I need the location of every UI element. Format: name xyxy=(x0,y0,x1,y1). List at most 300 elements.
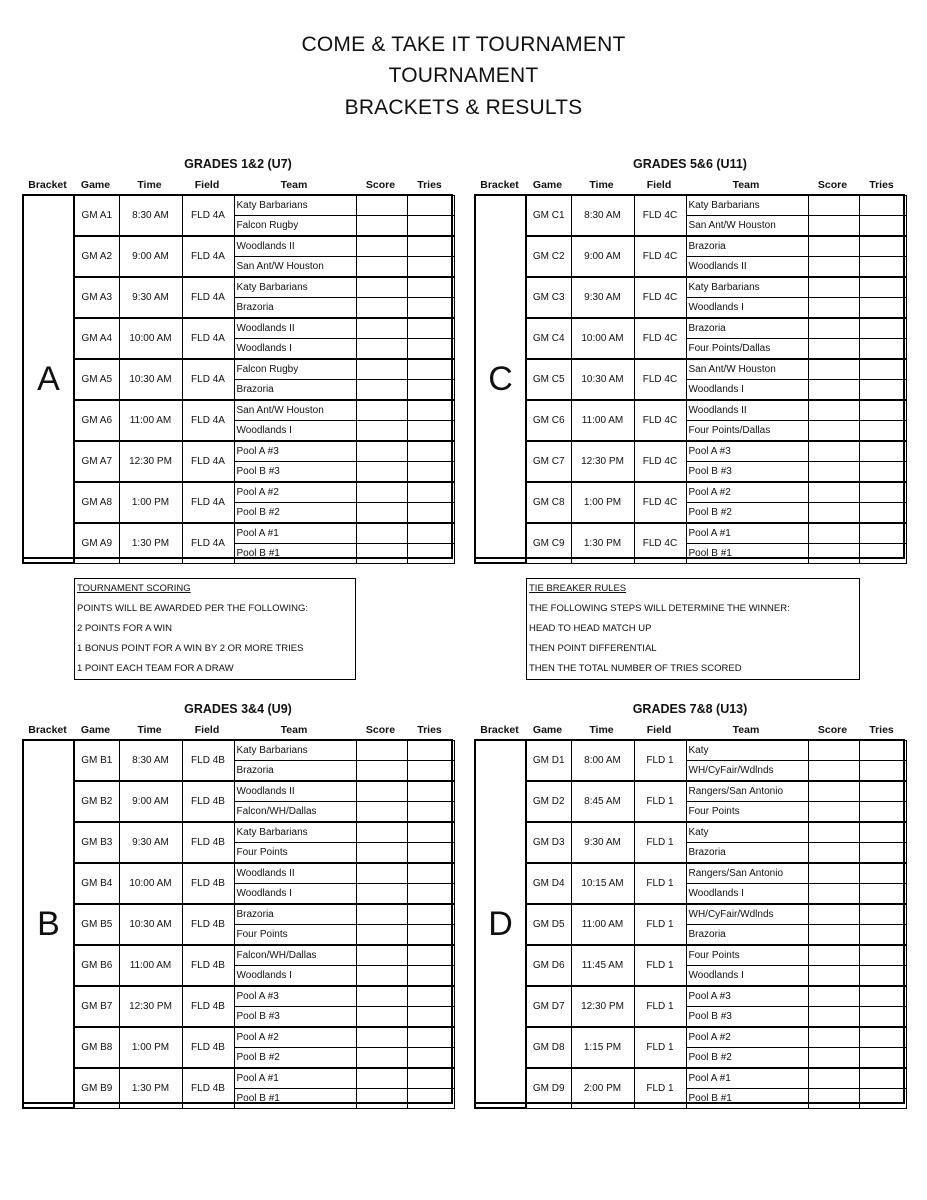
column-header-score: Score xyxy=(817,724,848,736)
tries-cell[interactable] xyxy=(407,822,454,843)
score-cell[interactable] xyxy=(808,236,859,257)
tries-cell[interactable] xyxy=(407,297,454,318)
tries-cell[interactable] xyxy=(859,195,906,215)
tries-cell[interactable] xyxy=(407,523,454,544)
table-row xyxy=(475,318,906,339)
score-cell[interactable] xyxy=(808,1088,859,1108)
tries-cell[interactable] xyxy=(859,863,906,884)
field-cell: FLD 4C xyxy=(634,359,686,400)
team-cell: Brazoria xyxy=(686,924,808,945)
field-cell: FLD 1 xyxy=(634,1027,686,1068)
tries-cell[interactable] xyxy=(407,318,454,339)
team-cell: Rangers/San Antonio xyxy=(686,863,808,884)
tries-cell[interactable] xyxy=(859,461,906,482)
column-header-field: Field xyxy=(194,724,220,736)
team-cell: Brazoria xyxy=(686,236,808,257)
tries-cell[interactable] xyxy=(407,740,454,760)
game-cell: GM B7 xyxy=(74,986,119,1027)
scoring-line: 1 BONUS POINT FOR A WIN BY 2 OR MORE TRIES xyxy=(77,643,304,654)
tries-cell[interactable] xyxy=(859,420,906,441)
score-cell[interactable] xyxy=(808,482,859,503)
title-line-2: TOURNAMENT xyxy=(388,64,539,87)
column-header-team: Team xyxy=(732,724,760,736)
tries-cell[interactable] xyxy=(859,338,906,359)
tries-cell[interactable] xyxy=(859,1047,906,1068)
tries-cell[interactable] xyxy=(859,924,906,945)
tries-cell[interactable] xyxy=(859,904,906,925)
score-cell[interactable] xyxy=(808,277,859,298)
score-cell[interactable] xyxy=(808,502,859,523)
score-cell[interactable] xyxy=(808,740,859,760)
tries-cell[interactable] xyxy=(859,523,906,544)
column-header-team: Team xyxy=(280,724,308,736)
score-cell[interactable] xyxy=(356,842,407,863)
game-cell: GM C8 xyxy=(526,482,571,523)
team-cell: Brazoria xyxy=(234,760,356,781)
team-cell: Brazoria xyxy=(234,297,356,318)
score-cell[interactable] xyxy=(808,215,859,236)
score-cell[interactable] xyxy=(808,359,859,380)
time-cell: 1:30 PM xyxy=(119,1068,182,1109)
tries-cell[interactable] xyxy=(407,379,454,400)
field-cell: FLD 4A xyxy=(182,523,234,564)
field-cell: FLD 4C xyxy=(634,236,686,277)
score-cell[interactable] xyxy=(356,965,407,986)
score-cell[interactable] xyxy=(356,801,407,822)
team-cell: Woodlands II xyxy=(686,256,808,277)
tries-cell[interactable] xyxy=(859,502,906,523)
game-cell: GM A2 xyxy=(74,236,119,277)
column-header-team: Team xyxy=(280,179,308,191)
score-cell[interactable] xyxy=(356,215,407,236)
score-cell[interactable] xyxy=(808,1006,859,1027)
tries-cell[interactable] xyxy=(407,760,454,781)
tries-cell[interactable] xyxy=(859,379,906,400)
team-cell: Woodlands I xyxy=(686,883,808,904)
tries-cell[interactable] xyxy=(407,502,454,523)
score-cell[interactable] xyxy=(356,863,407,884)
field-cell: FLD 1 xyxy=(634,740,686,781)
tries-cell[interactable] xyxy=(407,842,454,863)
scoring-line: POINTS WILL BE AWARDED PER THE FOLLOWING: xyxy=(77,603,309,614)
team-cell: Pool B #2 xyxy=(686,1047,808,1068)
table-row xyxy=(475,986,906,1007)
score-cell[interactable] xyxy=(808,400,859,421)
game-cell: GM C5 xyxy=(526,359,571,400)
time-cell: 12:30 PM xyxy=(119,986,182,1027)
time-cell: 10:30 AM xyxy=(119,359,182,400)
bracket-letter: D xyxy=(475,740,526,1108)
score-cell[interactable] xyxy=(356,924,407,945)
score-cell[interactable] xyxy=(808,924,859,945)
score-cell[interactable] xyxy=(356,441,407,462)
table-row xyxy=(475,822,906,843)
field-cell: FLD 4B xyxy=(182,1068,234,1109)
score-cell[interactable] xyxy=(356,883,407,904)
tries-cell[interactable] xyxy=(407,1027,454,1048)
team-cell: Woodlands II xyxy=(234,863,356,884)
score-cell[interactable] xyxy=(356,461,407,482)
tries-cell[interactable] xyxy=(407,420,454,441)
table-row xyxy=(23,740,454,760)
tries-cell[interactable] xyxy=(859,215,906,236)
field-cell: FLD 4C xyxy=(634,277,686,318)
tries-cell[interactable] xyxy=(407,781,454,802)
score-cell[interactable] xyxy=(808,543,859,563)
score-cell[interactable] xyxy=(808,760,859,781)
team-cell: Woodlands I xyxy=(234,420,356,441)
score-cell[interactable] xyxy=(356,1088,407,1108)
tries-cell[interactable] xyxy=(859,883,906,904)
score-cell[interactable] xyxy=(808,441,859,462)
team-cell: Pool B #3 xyxy=(686,461,808,482)
tries-cell[interactable] xyxy=(859,236,906,257)
field-cell: FLD 4A xyxy=(182,236,234,277)
grade-title: GRADES 3&4 (U9) xyxy=(184,702,292,716)
column-header-field: Field xyxy=(646,724,672,736)
time-cell: 10:00 AM xyxy=(119,863,182,904)
table-row xyxy=(23,236,454,257)
game-cell: GM D9 xyxy=(526,1068,571,1109)
tries-cell[interactable] xyxy=(407,236,454,257)
score-cell[interactable] xyxy=(356,523,407,544)
tries-cell[interactable] xyxy=(407,1006,454,1027)
tries-cell[interactable] xyxy=(859,1006,906,1027)
tries-cell[interactable] xyxy=(407,1047,454,1068)
tries-cell[interactable] xyxy=(407,256,454,277)
table-row xyxy=(23,277,454,298)
team-cell: Four Points xyxy=(686,945,808,966)
tries-cell[interactable] xyxy=(859,965,906,986)
column-header-bracket: Bracket xyxy=(480,179,519,191)
tries-cell[interactable] xyxy=(407,461,454,482)
field-cell: FLD 1 xyxy=(634,986,686,1027)
tries-cell[interactable] xyxy=(859,318,906,339)
game-cell: GM D8 xyxy=(526,1027,571,1068)
tries-cell[interactable] xyxy=(859,359,906,380)
table-row xyxy=(475,400,906,421)
score-cell[interactable] xyxy=(808,801,859,822)
team-cell: Pool A #2 xyxy=(234,482,356,503)
score-cell[interactable] xyxy=(356,195,407,215)
score-cell[interactable] xyxy=(356,543,407,563)
tries-cell[interactable] xyxy=(859,801,906,822)
time-cell: 10:00 AM xyxy=(119,318,182,359)
team-cell: Katy Barbarians xyxy=(686,277,808,298)
field-cell: FLD 4B xyxy=(182,945,234,986)
game-cell: GM D6 xyxy=(526,945,571,986)
tries-cell[interactable] xyxy=(859,1068,906,1089)
column-header-tries: Tries xyxy=(417,179,442,191)
game-cell: GM A7 xyxy=(74,441,119,482)
team-cell: Pool A #1 xyxy=(686,523,808,544)
field-cell: FLD 4C xyxy=(634,523,686,564)
column-header-tries: Tries xyxy=(417,724,442,736)
tries-cell[interactable] xyxy=(407,543,454,563)
tries-cell[interactable] xyxy=(859,441,906,462)
score-cell[interactable] xyxy=(356,986,407,1007)
score-cell[interactable] xyxy=(808,842,859,863)
game-cell: GM B4 xyxy=(74,863,119,904)
tries-cell[interactable] xyxy=(407,801,454,822)
game-cell: GM A1 xyxy=(74,195,119,236)
field-cell: FLD 1 xyxy=(634,945,686,986)
tries-cell[interactable] xyxy=(859,482,906,503)
game-cell: GM D1 xyxy=(526,740,571,781)
time-cell: 1:00 PM xyxy=(119,482,182,523)
table-row xyxy=(475,441,906,462)
team-cell: Woodlands II xyxy=(234,781,356,802)
table-row xyxy=(23,523,454,544)
tries-cell[interactable] xyxy=(407,904,454,925)
team-cell: Pool B #1 xyxy=(686,1088,808,1108)
score-cell[interactable] xyxy=(808,965,859,986)
tries-cell[interactable] xyxy=(407,277,454,298)
table-row xyxy=(23,482,454,503)
team-cell: Pool A #1 xyxy=(234,1068,356,1089)
score-cell[interactable] xyxy=(356,482,407,503)
game-cell: GM A4 xyxy=(74,318,119,359)
tries-cell[interactable] xyxy=(859,760,906,781)
tries-cell[interactable] xyxy=(407,441,454,462)
score-cell[interactable] xyxy=(808,986,859,1007)
tries-cell[interactable] xyxy=(859,400,906,421)
time-cell: 9:00 AM xyxy=(119,781,182,822)
time-cell: 10:00 AM xyxy=(571,318,634,359)
score-cell[interactable] xyxy=(356,420,407,441)
score-cell[interactable] xyxy=(808,379,859,400)
tries-cell[interactable] xyxy=(407,1068,454,1089)
score-cell[interactable] xyxy=(356,781,407,802)
column-header-team: Team xyxy=(732,179,760,191)
time-cell: 8:30 AM xyxy=(119,195,182,236)
team-cell: WH/CyFair/Wdlnds xyxy=(686,904,808,925)
score-cell[interactable] xyxy=(356,379,407,400)
team-cell: Pool A #1 xyxy=(234,523,356,544)
score-cell[interactable] xyxy=(808,338,859,359)
score-cell[interactable] xyxy=(808,883,859,904)
team-cell: Woodlands I xyxy=(686,965,808,986)
score-cell[interactable] xyxy=(356,400,407,421)
team-cell: WH/CyFair/Wdlnds xyxy=(686,760,808,781)
time-cell: 11:00 AM xyxy=(119,945,182,986)
team-cell: Pool B #2 xyxy=(686,502,808,523)
tries-cell[interactable] xyxy=(859,277,906,298)
score-cell[interactable] xyxy=(808,297,859,318)
game-cell: GM C6 xyxy=(526,400,571,441)
tries-cell[interactable] xyxy=(407,1088,454,1108)
score-cell[interactable] xyxy=(356,236,407,257)
field-cell: FLD 4A xyxy=(182,441,234,482)
score-cell[interactable] xyxy=(808,945,859,966)
tries-cell[interactable] xyxy=(859,986,906,1007)
score-cell[interactable] xyxy=(356,297,407,318)
team-cell: Woodlands I xyxy=(234,965,356,986)
team-cell: Brazoria xyxy=(686,842,808,863)
score-cell[interactable] xyxy=(356,502,407,523)
score-cell[interactable] xyxy=(808,195,859,215)
tries-cell[interactable] xyxy=(859,1088,906,1108)
table-row xyxy=(23,318,454,339)
tries-cell[interactable] xyxy=(859,781,906,802)
scoring-title: TOURNAMENT SCORING xyxy=(77,583,191,594)
tries-cell[interactable] xyxy=(859,543,906,563)
time-cell: 10:30 AM xyxy=(571,359,634,400)
score-cell[interactable] xyxy=(356,1047,407,1068)
time-cell: 9:30 AM xyxy=(571,277,634,318)
team-cell: Katy Barbarians xyxy=(686,195,808,215)
team-cell: Pool A #2 xyxy=(686,1027,808,1048)
table-row xyxy=(23,781,454,802)
score-cell[interactable] xyxy=(356,740,407,760)
score-cell[interactable] xyxy=(808,904,859,925)
team-cell: Falcon/WH/Dallas xyxy=(234,801,356,822)
field-cell: FLD 4A xyxy=(182,195,234,236)
score-cell[interactable] xyxy=(356,1068,407,1089)
team-cell: Four Points xyxy=(686,801,808,822)
time-cell: 9:00 AM xyxy=(119,236,182,277)
team-cell: Pool B #1 xyxy=(234,543,356,563)
table-row xyxy=(23,359,454,380)
time-cell: 1:00 PM xyxy=(571,482,634,523)
score-cell[interactable] xyxy=(356,904,407,925)
tries-cell[interactable] xyxy=(407,359,454,380)
column-header-tries: Tries xyxy=(869,724,894,736)
tries-cell[interactable] xyxy=(859,297,906,318)
score-cell[interactable] xyxy=(808,1027,859,1048)
score-cell[interactable] xyxy=(808,863,859,884)
bracket-letter: A xyxy=(23,195,74,563)
time-cell: 9:30 AM xyxy=(119,822,182,863)
table-row xyxy=(23,1027,454,1048)
column-header-field: Field xyxy=(194,179,220,191)
time-cell: 8:30 AM xyxy=(571,195,634,236)
team-cell: Four Points/Dallas xyxy=(686,338,808,359)
score-cell[interactable] xyxy=(356,338,407,359)
score-cell[interactable] xyxy=(356,359,407,380)
table-row xyxy=(475,195,906,215)
score-cell[interactable] xyxy=(808,256,859,277)
table-row xyxy=(23,863,454,884)
column-header-tries: Tries xyxy=(869,179,894,191)
tries-cell[interactable] xyxy=(859,740,906,760)
tries-cell[interactable] xyxy=(407,986,454,1007)
tiebreaker-title: TIE BREAKER RULES xyxy=(529,583,627,594)
table-row xyxy=(475,482,906,503)
field-cell: FLD 4A xyxy=(182,400,234,441)
score-cell[interactable] xyxy=(808,318,859,339)
tries-cell[interactable] xyxy=(859,842,906,863)
tries-cell[interactable] xyxy=(407,965,454,986)
team-cell: Falcon/WH/Dallas xyxy=(234,945,356,966)
grade-title: GRADES 1&2 (U7) xyxy=(184,157,292,171)
bracket-table xyxy=(22,194,455,564)
field-cell: FLD 4A xyxy=(182,482,234,523)
team-cell: Four Points/Dallas xyxy=(686,420,808,441)
score-cell[interactable] xyxy=(356,318,407,339)
score-cell[interactable] xyxy=(356,1027,407,1048)
field-cell: FLD 4C xyxy=(634,441,686,482)
score-cell[interactable] xyxy=(808,420,859,441)
tries-cell[interactable] xyxy=(407,924,454,945)
team-cell: San Ant/W Houston xyxy=(234,256,356,277)
score-cell[interactable] xyxy=(356,822,407,843)
time-cell: 10:30 AM xyxy=(119,904,182,945)
time-cell: 12:30 PM xyxy=(119,441,182,482)
score-cell[interactable] xyxy=(808,461,859,482)
time-cell: 11:45 AM xyxy=(571,945,634,986)
table-row xyxy=(475,1068,906,1089)
column-header-bracket: Bracket xyxy=(480,724,519,736)
time-cell: 11:00 AM xyxy=(571,400,634,441)
team-cell: Four Points xyxy=(234,842,356,863)
title-line-1: COME & TAKE IT TOURNAMENT xyxy=(301,33,626,56)
table-row xyxy=(475,863,906,884)
tries-cell[interactable] xyxy=(407,863,454,884)
tries-cell[interactable] xyxy=(407,195,454,215)
tries-cell[interactable] xyxy=(407,338,454,359)
team-cell: Pool A #1 xyxy=(686,1068,808,1089)
score-cell[interactable] xyxy=(808,1068,859,1089)
score-cell[interactable] xyxy=(808,523,859,544)
tries-cell[interactable] xyxy=(407,482,454,503)
score-cell[interactable] xyxy=(356,945,407,966)
score-cell[interactable] xyxy=(356,1006,407,1027)
column-header-score: Score xyxy=(365,179,396,191)
column-header-time: Time xyxy=(589,179,614,191)
grade-title: GRADES 5&6 (U11) xyxy=(633,157,747,171)
score-cell[interactable] xyxy=(808,822,859,843)
score-cell[interactable] xyxy=(808,1047,859,1068)
column-header-time: Time xyxy=(589,724,614,736)
game-cell: GM A9 xyxy=(74,523,119,564)
score-cell[interactable] xyxy=(356,277,407,298)
team-cell: Pool A #3 xyxy=(234,986,356,1007)
score-cell[interactable] xyxy=(808,781,859,802)
bracket-letter: B xyxy=(23,740,74,1108)
time-cell: 8:00 AM xyxy=(571,740,634,781)
score-cell[interactable] xyxy=(356,256,407,277)
game-cell: GM B2 xyxy=(74,781,119,822)
field-cell: FLD 4C xyxy=(634,318,686,359)
team-cell: Woodlands II xyxy=(234,318,356,339)
tries-cell[interactable] xyxy=(407,400,454,421)
tiebreaker-line: HEAD TO HEAD MATCH UP xyxy=(529,623,652,634)
time-cell: 8:45 AM xyxy=(571,781,634,822)
team-cell: Four Points xyxy=(234,924,356,945)
tries-cell[interactable] xyxy=(407,215,454,236)
tries-cell[interactable] xyxy=(407,883,454,904)
team-cell: Pool A #3 xyxy=(686,441,808,462)
team-cell: Falcon Rugby xyxy=(234,215,356,236)
team-cell: Katy Barbarians xyxy=(234,195,356,215)
field-cell: FLD 4A xyxy=(182,318,234,359)
table-row xyxy=(475,359,906,380)
tries-cell[interactable] xyxy=(859,945,906,966)
field-cell: FLD 4C xyxy=(634,400,686,441)
tiebreaker-line: THEN POINT DIFFERENTIAL xyxy=(529,643,657,654)
tries-cell[interactable] xyxy=(859,256,906,277)
game-cell: GM D5 xyxy=(526,904,571,945)
score-cell[interactable] xyxy=(356,760,407,781)
tries-cell[interactable] xyxy=(859,1027,906,1048)
game-cell: GM D4 xyxy=(526,863,571,904)
bracket-table xyxy=(22,739,455,1109)
tries-cell[interactable] xyxy=(859,822,906,843)
tries-cell[interactable] xyxy=(407,945,454,966)
table-row xyxy=(23,822,454,843)
table-row xyxy=(475,277,906,298)
